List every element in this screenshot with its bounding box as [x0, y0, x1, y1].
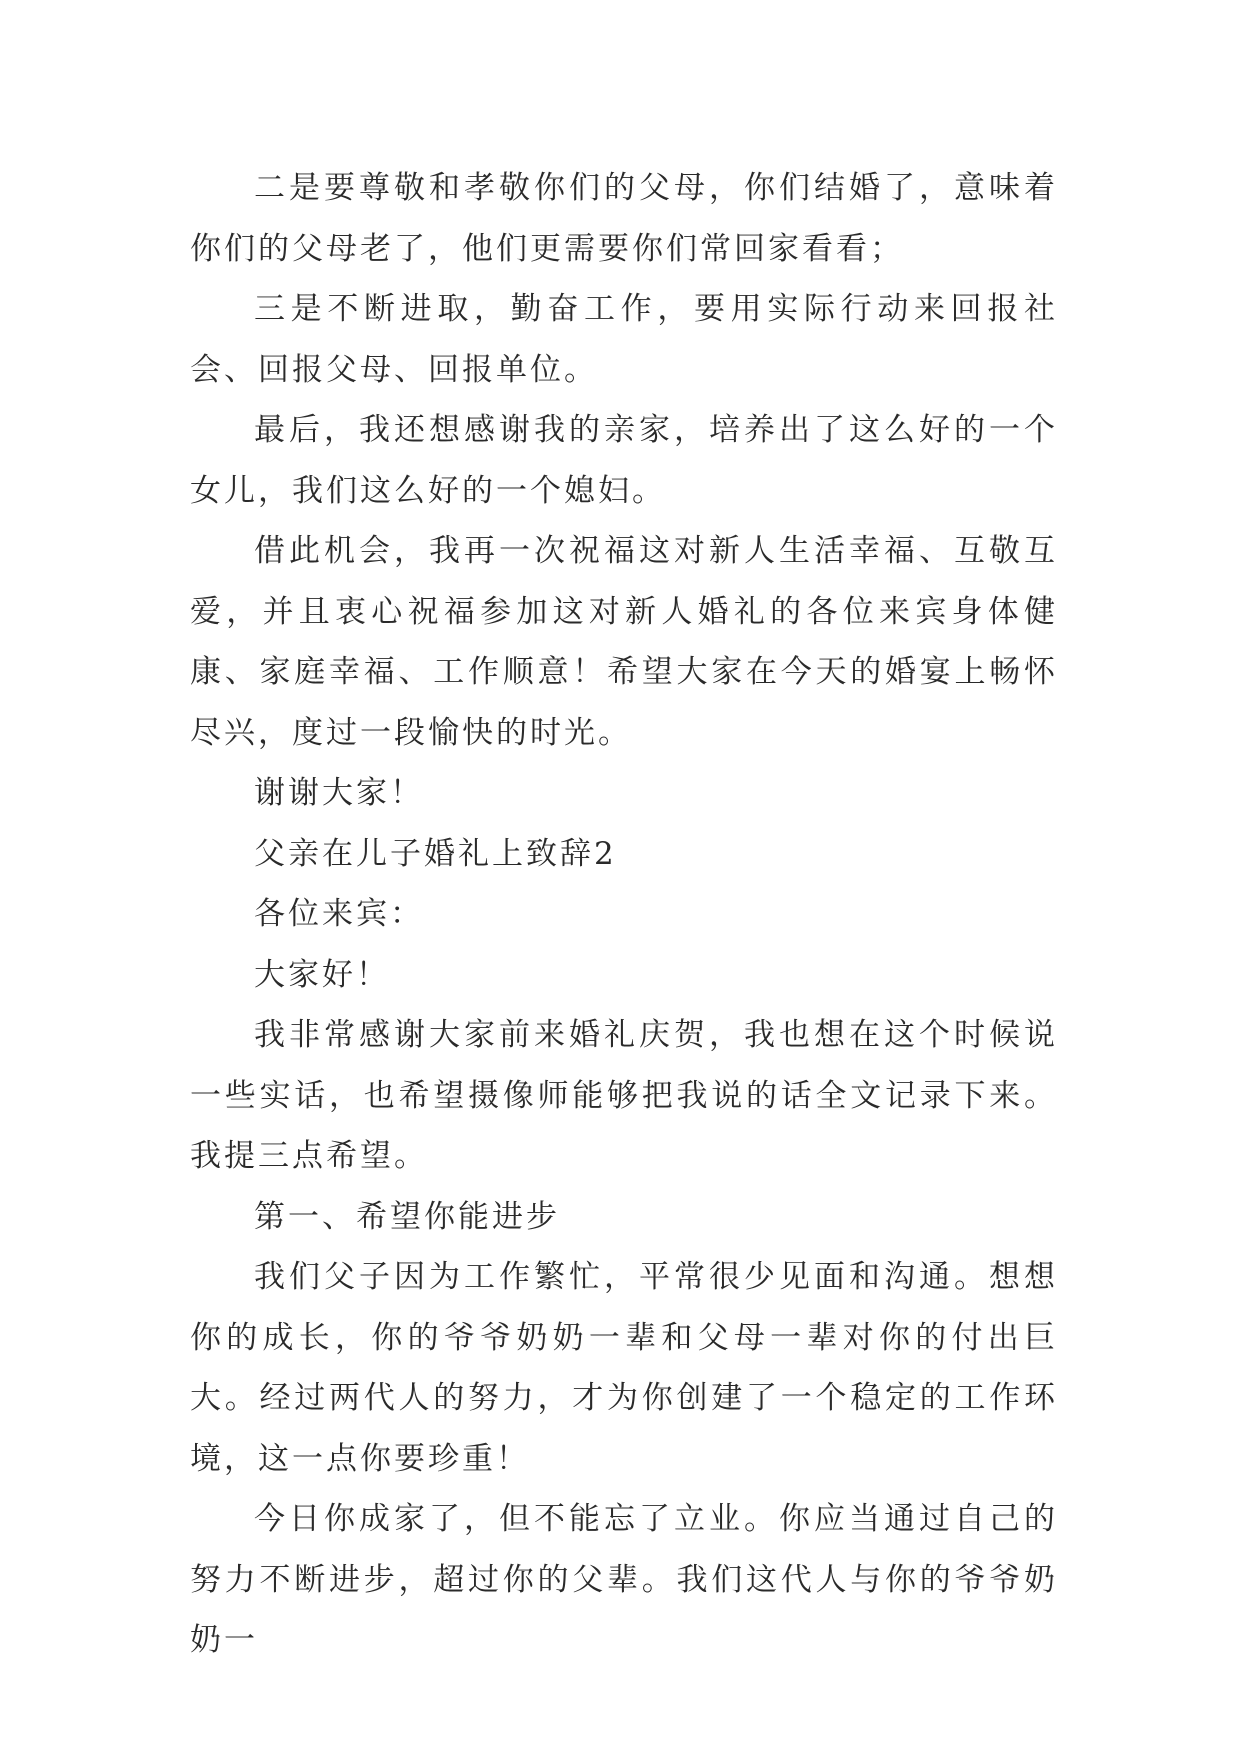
subheading: 第一、希望你能进步 — [254, 1198, 560, 1235]
paragraph: 借此机会，我再一次祝福这对新人生活幸福、互敬互爱，并且衷心祝福参加这对新人婚礼的各位来宾身体健康、家庭幸福、工作顺意！希望大家在今天的婚宴上畅怀尽兴，度过一段愉快的时光。 — [190, 533, 1058, 751]
greeting: 大家好！ — [254, 956, 390, 993]
paragraph: 二是要尊敬和孝敬你们的父母，你们结婚了，意味着你们的父母老了，他们更需要你们常回家看看； — [190, 170, 1058, 267]
paragraph: 三是不断进取，勤奋工作，要用实际行动来回报社会、回报父母、回报单位。 — [190, 291, 1058, 388]
document-body — [190, 158, 1058, 1671]
paragraph: 我非常感谢大家前来婚礼庆贺，我也想在这个时候说一些实话，也希望摄像师能够把我说的话全文记录下来。我提三点希望。 — [190, 1017, 1058, 1174]
paragraph: 最后，我还想感谢我的亲家，培养出了这么好的一个女儿，我们这么好的一个媳妇。 — [190, 412, 1058, 509]
section-title: 父亲在儿子婚礼上致辞2 — [254, 835, 617, 872]
paragraph: 我们父子因为工作繁忙，平常很少见面和沟通。想想你的成长，你的爷爷奶奶一辈和父母一辈对你的付出巨大。经过两代人的努力，才为你创建了一个稳定的工作环境，这一点你要珍重！ — [190, 1259, 1058, 1477]
salutation: 各位来宾： — [254, 896, 424, 932]
closing-line: 谢谢大家！ — [254, 775, 424, 811]
paragraph: 今日你成家了，但不能忘了立业。你应当通过自己的努力不断进步，超过你的父辈。我们这代人与你的爷爷奶奶一 — [190, 1501, 1058, 1658]
